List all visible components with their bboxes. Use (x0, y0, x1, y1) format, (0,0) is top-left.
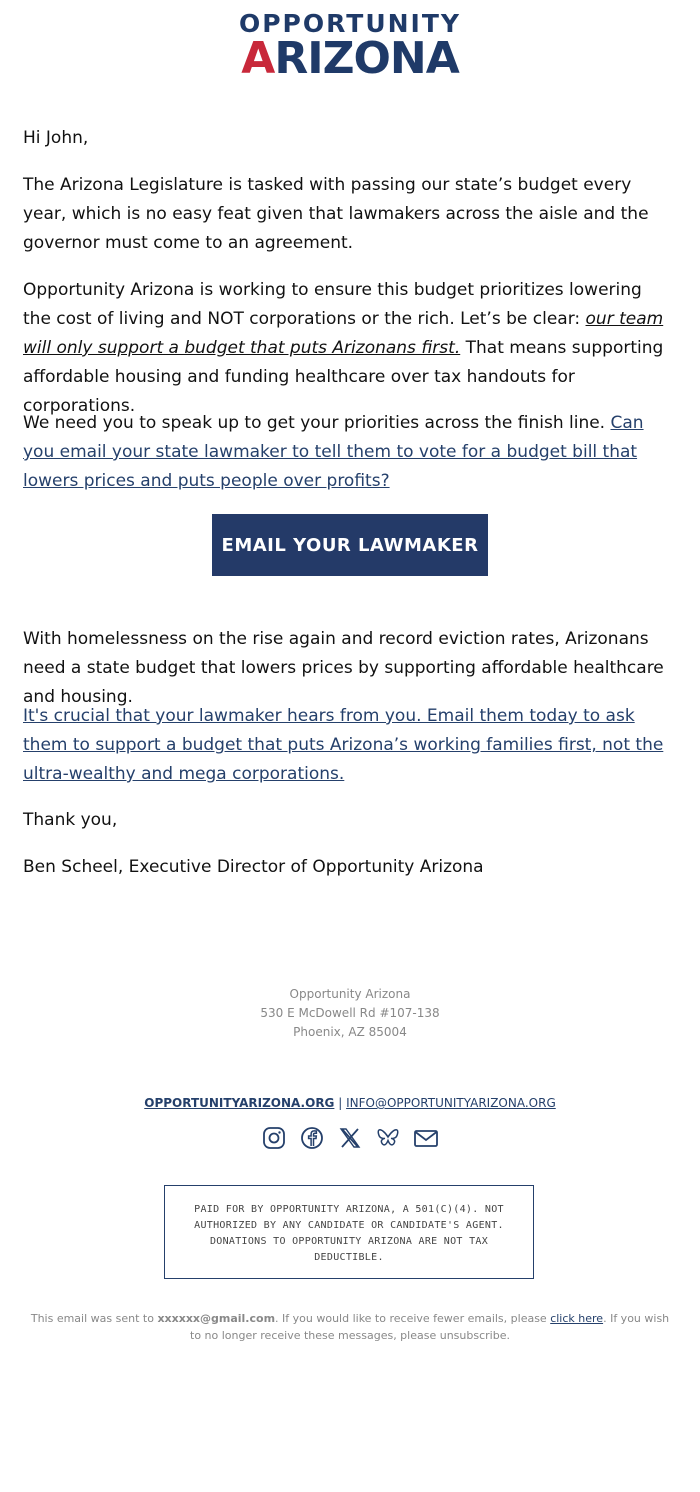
paragraph-1: The Arizona Legislature is tasked with passing our state’s budget every year, which is no easy feat given that lawmakers across the aisle and the governor must come to an agreement. (23, 175, 649, 253)
unsub-text-3: . If you wish to no longer receive these messages, please unsubscribe. (190, 1312, 670, 1342)
footer-address (0, 985, 700, 1042)
fewer-emails-link[interactable]: click here (550, 1312, 604, 1325)
unsub-text-1: This email was sent to (30, 1312, 158, 1325)
paragraph-4: With homelessness on the rise again and record eviction rates, Arizonans need a state budget that lowers prices by supporting affordable healthcare and housing. (23, 629, 664, 707)
paid-for-disclaimer: PAID FOR BY OPPORTUNITY ARIZONA, A 501(C)(4). NOT AUTHORIZED BY ANY CANDIDATE OR CANDIDATE'S AGENT. DONATIONS TO OPPORTUNITY ARIZONA ARE NOT TAX DEDUCTIBLE. (164, 1185, 534, 1279)
contact-email-link[interactable]: INFO@OPPORTUNITYARIZONA.ORG (346, 1096, 556, 1110)
logo-line-2-rest: RIZONA (274, 33, 459, 84)
logo-red-a: A (241, 33, 275, 84)
logo-line-1: OPPORTUNITY (238, 9, 461, 38)
paragraph-5 (23, 702, 673, 789)
recipient-email: xxxxxx@gmail.com (157, 1312, 276, 1325)
paragraph-2 (23, 276, 673, 421)
paragraph-2-emphasis: our team will only support a budget that puts Arizonans first. (23, 309, 664, 358)
paragraph-2-text: Opportunity Arizona is working to ensure this budget prioritizes lowering the cost of living and NOT corporations or the rich. Let’s be clear: (23, 280, 642, 329)
website-link[interactable]: OPPORTUNITYARIZONA.ORG (144, 1096, 335, 1110)
signature: Ben Scheel, Executive Director of Opportunity Arizona (23, 857, 484, 877)
email-today-link[interactable]: It's crucial that your lawmaker hears from you. Email them today to ask them to support a budget that puts Arizona’s working families first, not the ultra-wealthy and mega corporations. (23, 706, 664, 784)
footer-city: Phoenix, AZ 85004 (293, 1025, 407, 1039)
logo-line-2 (0, 33, 700, 84)
email-lawmaker-text-link[interactable]: Can you email your state lawmaker to tell them to vote for a budget bill that lowers prices and puts people over profits? (23, 413, 644, 491)
social-icons (0, 1125, 700, 1151)
instagram-icon[interactable] (261, 1125, 287, 1151)
greeting: Hi John, (23, 128, 89, 148)
logo (0, 9, 700, 84)
bluesky-icon[interactable] (375, 1125, 401, 1151)
x-icon[interactable] (337, 1125, 363, 1151)
mail-icon[interactable] (413, 1125, 439, 1151)
signoff: Thank you, (23, 810, 118, 830)
footer-street: 530 E McDowell Rd #107-138 (260, 1006, 440, 1020)
facebook-icon[interactable] (299, 1125, 325, 1151)
footer-links (0, 1096, 700, 1110)
footer-org: Opportunity Arizona (289, 987, 411, 1001)
paragraph-2-text-after: That means supporting affordable housing and funding healthcare over tax handouts for corporations. (23, 338, 664, 416)
unsub-text-2: . If you would like to receive fewer emails, please (275, 1312, 551, 1325)
footer-separator: | (334, 1096, 347, 1110)
email-your-lawmaker-button[interactable]: EMAIL YOUR LAWMAKER (212, 514, 488, 576)
unsubscribe-notice (30, 1310, 670, 1344)
paragraph-3 (23, 409, 673, 496)
paragraph-3-text: We need you to speak up to get your priorities across the finish line. (23, 413, 611, 433)
